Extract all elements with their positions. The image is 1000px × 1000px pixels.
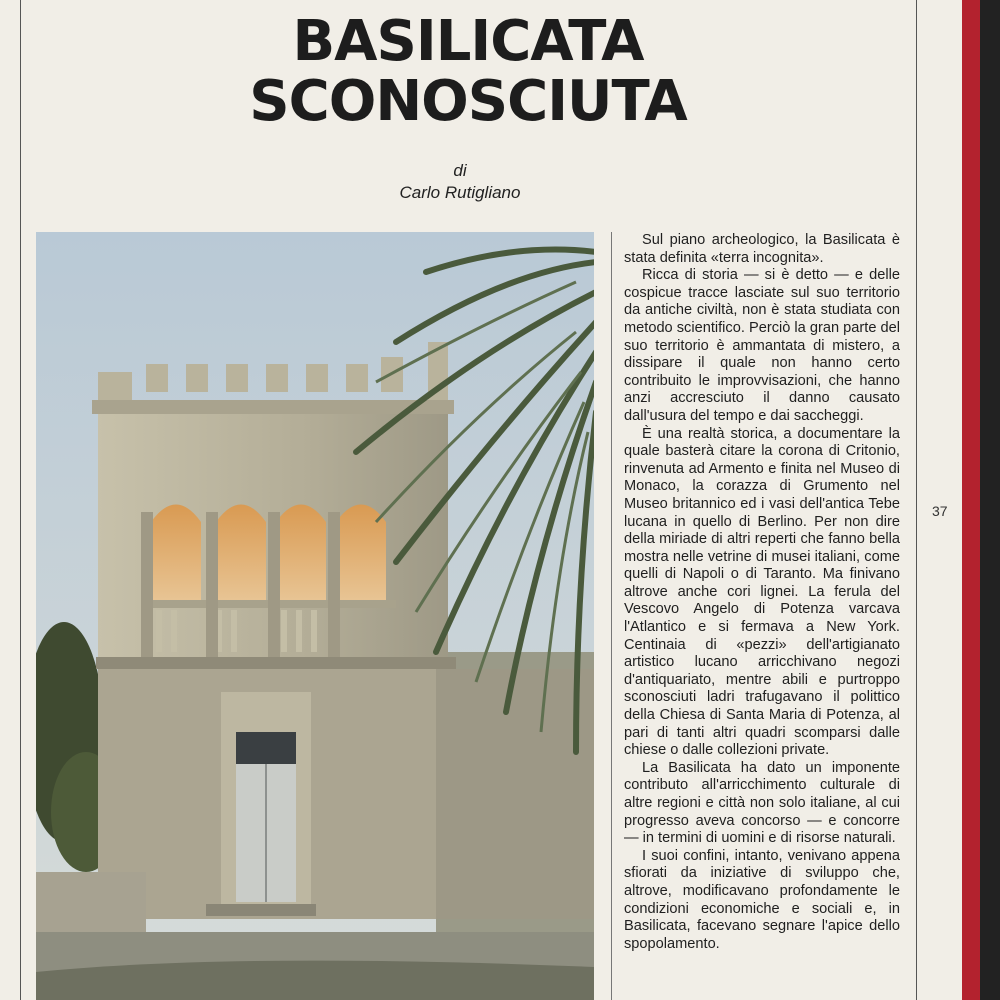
paragraph: È una realtà storica, a documentare la quale basterà citare la corona di Critonio, rinvenuta ad Armento e finita nel Museo di Monaco, la corazza di Grumento nel Museo britannico ed i vasi dell'antica Tebe lucana in quello di Berlino. Per non dire della miriade di altri reperti che fanno bella mostra nelle vetrine di musei italiani, come quelli di Napoli o di Taranto. Ma finivano altrove anche cori lignei. La ferula del Vescovo Angelo di Potenza varcava l'Atlantico e si fermava a New York. Centinaia di «pezzi» dell'artigianato artistico lucano arricchivano negozi d'antiquariato, mentre abili e purtroppo sconosciuti ladri trafugavano il polittico della Chiesa di Santa Maria di Potenza, al pari di tanti altri quadri scomparsi dalle chiese o dalle collezioni private. [624, 425, 900, 759]
byline-di: di [453, 161, 467, 180]
red-cover-edge [962, 0, 980, 1000]
byline-author: Carlo Rutigliano [399, 183, 521, 202]
paragraph: Sul piano archeologico, la Basilicata è stata definita «terra incognita». [624, 232, 900, 266]
paragraph: I suoi confini, intanto, venivano appena sfiorati da iniziative di sviluppo che, altrove, modificavano profondamente le condizioni economiche e sociali e, in Basilicata, facevano segnare l'apice dello spopolamento. [624, 847, 900, 952]
byline [300, 160, 620, 204]
villa-photo [36, 232, 594, 1000]
paragraph: Ricca di storia — si è detto — e delle cospicue tracce lasciate sul suo territorio da antiche civiltà, non è stata studiata con metodo scientifico. Perciò la gran parte del suo territorio è ammantata di mistero, a dissipare il quale non hanno certo contribuito le improvvisazioni, che hanno anzi accresciuto il danno causato dall'usura del tempo e dai saccheggi. [624, 267, 900, 424]
dark-cover-edge [980, 0, 1000, 1000]
left-border-rule [20, 0, 21, 1000]
page-number: 37 [932, 503, 948, 519]
villa-with-palm-image [36, 232, 594, 1000]
title-line-1: BASILICATA [292, 9, 644, 74]
article-title [20, 9, 916, 134]
title-line-2: SCONOSCIUTA [249, 69, 687, 134]
article-body [624, 232, 900, 953]
paragraph: La Basilicata ha dato un imponente contributo all'arricchimento culturale di altre regioni e città non solo italiane, al cui progresso aveva concorso — e concorre — in termini di uomini e di risorse naturali. [624, 759, 900, 847]
column-divider [611, 232, 612, 1000]
right-border-rule [916, 0, 917, 1000]
